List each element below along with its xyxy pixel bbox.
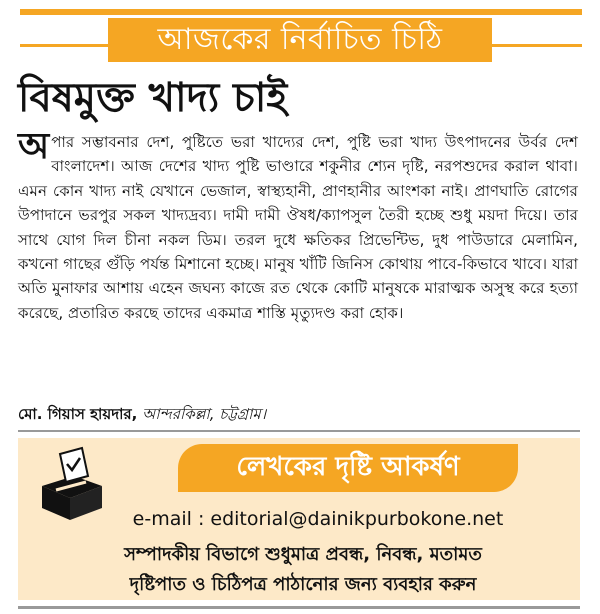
section-header <box>108 18 492 62</box>
writer-notice-box <box>18 438 580 600</box>
divider <box>18 430 580 432</box>
author-name: মো. গিয়াস হায়দার, <box>18 405 138 423</box>
letter-body <box>18 126 578 325</box>
letter-signature <box>18 403 578 428</box>
letter-body-text: পার সম্ভাবনার দেশ, পুষ্টিতে ভরা খাদ্যের দেশ, পুষ্টি ভরা খাদ্য উৎপাদনের উর্বর দেশ বাংলাদেশ। আজ দেশের খাদ্য পুষ্টি ভাণ্ডারে শকুনীর শ্যেন দৃষ্টি, নরপশুদের করাল থাবা। এমন কোন খাদ্য নাই যেখানে ভেজাল, স্বাস্থ্যহানী, প্রাণহানীর আংশকা নাই। প্রাণঘাতি রোগের উপাদানে ভরপুর সকল খাদ্যদ্রব্য। দামী দামী ঔষধ/ক্যাপসুল তৈরী হচ্ছে শুধু ময়দা দিয়ে। তার সাথে যোগ দিল চীনা নকল ডিম। তরল দুধে ক্ষতিকর প্রিভেন্টিভ, দুধ পাউডারে মেলামিন, কখনো গাছের গুঁড়ি পর্যন্ত মিশানো হচ্ছে। মানুষ খাঁটি জিনিস কোথায় পাবে-কিভাবে খাবে। যারা অতি মুনাফার আশায় এহেন জঘন্য কাজে রত থেকে কোটি মানুষকে মারাত্মক অসুস্থ করে হত্যা করেছে, প্রতারিত করছে তাদের একমাত্র শাস্তি মৃত্যুদণ্ড করা হোক। <box>18 133 578 322</box>
notice-line-2: দৃষ্টিপাত ও চিঠিপত্র পাঠানোর জন্য ব্যবহার করুন <box>129 574 477 595</box>
email-line[interactable]: e-mail : editorial@dainikpurbokone.net <box>132 508 504 530</box>
dropcap: অ <box>18 126 50 167</box>
notice-line-1: সম্পাদকীয় বিভাগে শুধুমাত্র প্রবন্ধ, নিবন্ধ, মতামত <box>124 544 482 565</box>
notice-title-badge <box>178 444 518 492</box>
letter-headline: বিষমুক্ত খাদ্য চাই <box>18 75 288 121</box>
notice-title: লেখকের দৃষ্টি আকর্ষণ <box>236 452 460 482</box>
section-title: আজকের নির্বাচিত চিঠি <box>157 21 443 57</box>
bottom-rule <box>18 606 580 609</box>
header-rule-right <box>492 44 582 47</box>
header-rule-left <box>20 44 108 47</box>
author-place: আন্দরকিল্লা, চট্টগ্রাম। <box>142 405 267 423</box>
